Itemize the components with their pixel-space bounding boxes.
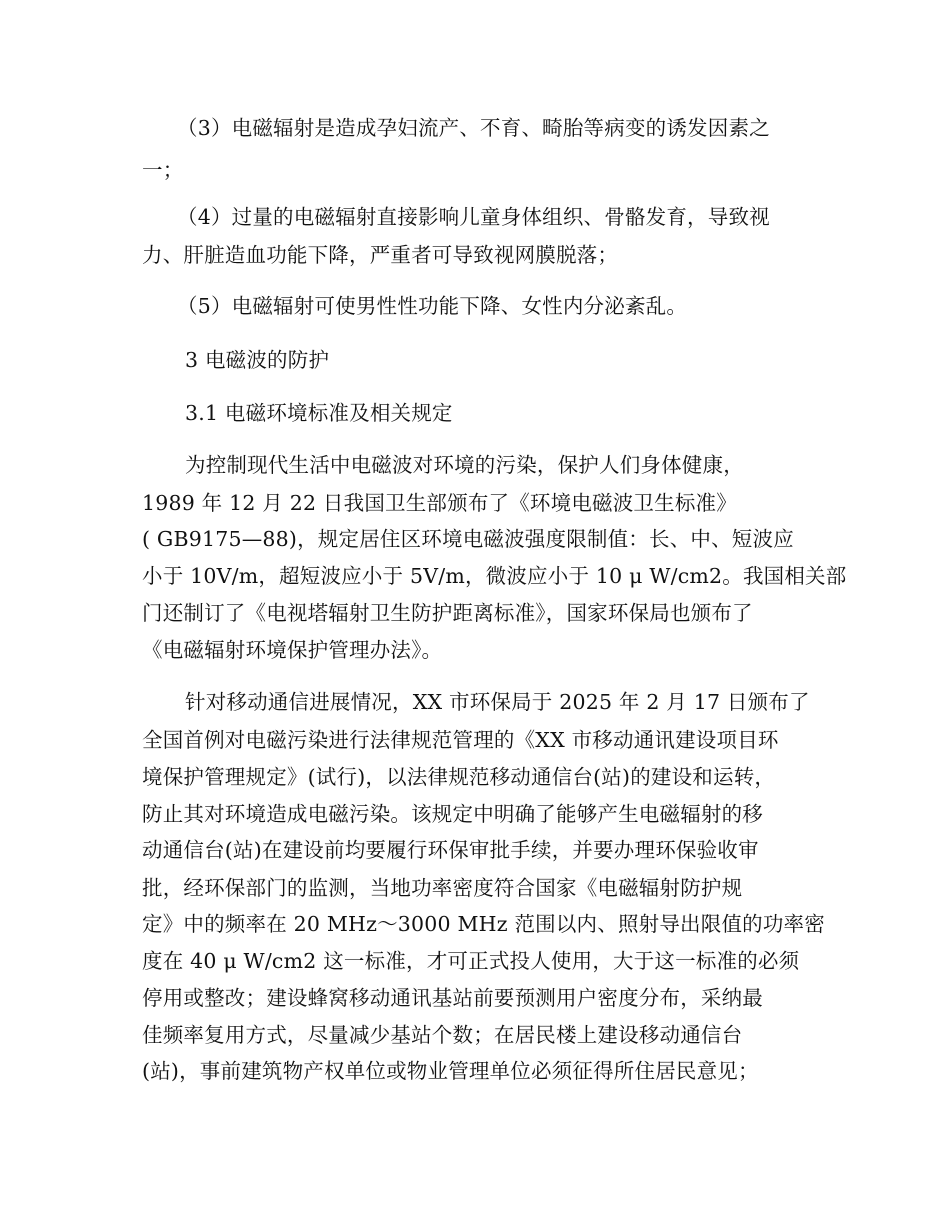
paragraph-7-line-1: 针对移动通信进展情况，XX 市环保局于 2025 年 2 月 17 日颁布了 — [185, 690, 810, 714]
paragraph-7-line-10: 佳频率复用方式，尽量减少基站个数；在居民楼上建设移动通信台 — [142, 1023, 743, 1047]
paragraph-2-line-1: （4）过量的电磁辐射直接影响儿童身体组织、骨骼发育，导致视 — [177, 205, 770, 229]
paragraph-6-line-2: 1989 年 12 月 22 日我国卫生部颁布了《环境电磁波卫生标准》 — [142, 491, 737, 515]
paragraph-6-line-1: 为控制现代生活中电磁波对环境的污染，保护人们身体健康， — [185, 453, 744, 477]
section-heading: 3 电磁波的防护 — [185, 348, 330, 372]
paragraph-6-line-3: ( GB9175—88)，规定居住区环境电磁波强度限制值：长、中、短波应 — [142, 527, 794, 551]
paragraph-7-line-11: (站)，事前建筑物产权单位或物业管理单位必须征得所住居民意见； — [142, 1059, 759, 1083]
paragraph-7-line-8: 度在 40 μ W/cm2 这一标准，才可正式投人使用，大于这一标准的必须 — [142, 949, 800, 973]
paragraph-7-line-7: 定》中的频率在 20 MHz～3000 MHz 范围以内、照射导出限值的功率密 — [142, 912, 825, 936]
paragraph-6-line-4: 小于 10V/m，超短波应小于 5V/m，微波应小于 10 μ W/cm2。我国相关部 — [142, 564, 847, 588]
paragraph-2-line-2: 力、肝脏造血功能下降，严重者可导致视网膜脱落； — [142, 243, 619, 267]
subsection-heading: 3.1 电磁环境标准及相关规定 — [185, 401, 453, 425]
paragraph-7-line-9: 停用或整改；建设蜂窝移动通讯基站前要预测用户密度分布，采纳最 — [142, 986, 763, 1010]
paragraph-1-line-1: （3）电磁辐射是造成孕妇流产、不育、畸胎等病变的诱发因素之 — [177, 116, 770, 140]
paragraph-7-line-4: 防止其对环境造成电磁污染。该规定中明确了能够产生电磁辐射的移 — [142, 802, 763, 826]
paragraph-6-line-6: 《电磁辐射环境保护管理办法》。 — [142, 638, 443, 662]
paragraph-7-line-3: 境保护管理规定》(试行)，以法律规范移动通信台(站)的建设和运转， — [142, 765, 776, 789]
paragraph-1-line-2: 一； — [142, 158, 184, 182]
paragraph-3-line-1: （5）电磁辐射可使男性性功能下降、女性内分泌紊乱。 — [177, 294, 688, 318]
paragraph-7-line-6: 批，经环保部门的监测，当地功率密度符合国家《电磁辐射防护规 — [142, 876, 743, 900]
paragraph-6-line-5: 门还制订了《电视塔辐射卫生防护距离标准》，国家环保局也颁布了 — [142, 601, 753, 625]
paragraph-7-line-5: 动通信台(站)在建设前均要履行环保审批手续，并要办理环保验收审 — [142, 838, 759, 862]
paragraph-7-line-2: 全国首例对电磁污染进行法律规范管理的《XX 市移动通讯建设项目环 — [142, 728, 779, 752]
